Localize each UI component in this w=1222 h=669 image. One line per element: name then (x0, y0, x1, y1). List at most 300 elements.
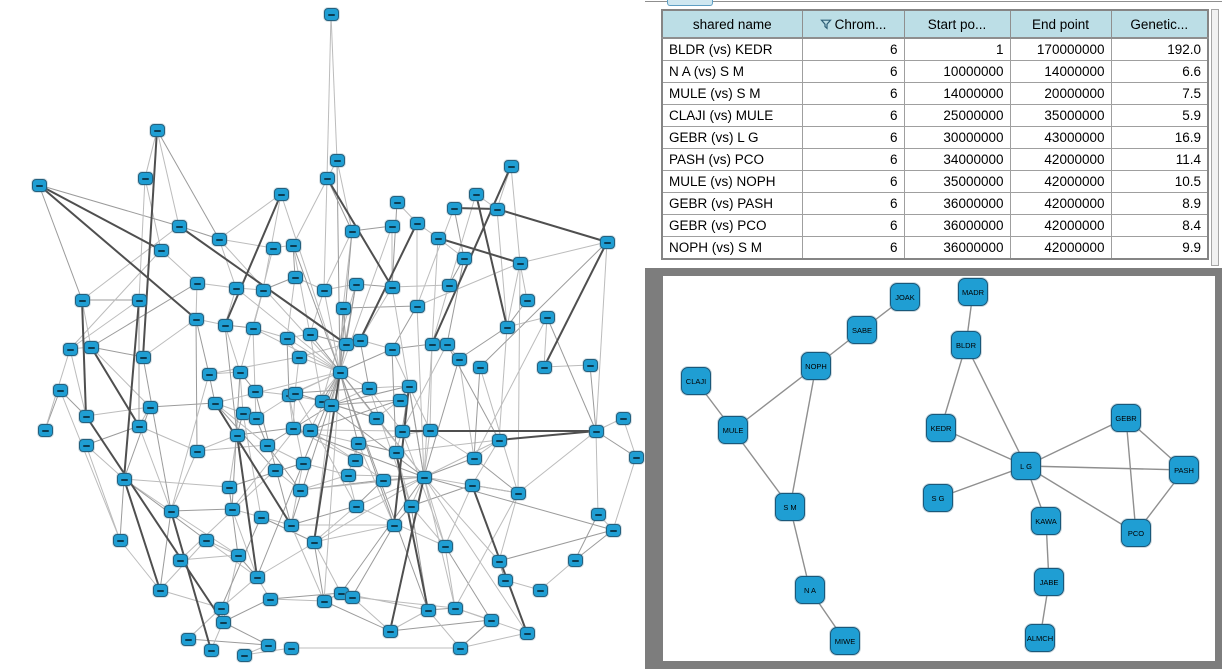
graph-node[interactable] (537, 361, 552, 374)
graph-node[interactable] (453, 642, 468, 655)
table-scrollbar-track[interactable] (1211, 9, 1219, 266)
node-label-smudge (117, 540, 124, 542)
cell-shared-name[interactable]: GEBR (vs) PCO (662, 215, 802, 237)
node-label-smudge (399, 431, 406, 433)
graph-node[interactable] (410, 300, 425, 313)
graph-node[interactable] (303, 328, 318, 341)
graph-node[interactable] (393, 394, 408, 407)
graph-node[interactable] (324, 399, 339, 412)
graph-node[interactable] (246, 322, 261, 335)
graph-node[interactable] (204, 644, 219, 657)
graph-node[interactable] (260, 439, 275, 452)
node-label-smudge (334, 160, 341, 162)
graph-node[interactable] (53, 384, 68, 397)
cell-value[interactable]: 10000000 (904, 61, 1010, 83)
table-row[interactable] (662, 105, 1208, 127)
node-label-smudge (429, 344, 436, 346)
node-label-smudge (496, 440, 503, 442)
graph-node[interactable] (75, 294, 90, 307)
graph-node[interactable] (190, 277, 205, 290)
graph-node-s-g[interactable]: S G (923, 484, 953, 512)
cell-value[interactable]: 42000000 (1010, 193, 1111, 215)
graph-node[interactable] (583, 359, 598, 372)
table-row[interactable] (662, 193, 1208, 215)
graph-node[interactable] (254, 511, 269, 524)
graph-node[interactable] (218, 319, 233, 332)
graph-node[interactable] (492, 555, 507, 568)
graph-node[interactable] (431, 232, 446, 245)
node-label-smudge (79, 300, 86, 302)
node-label-smudge (349, 597, 356, 599)
graph-node[interactable] (229, 282, 244, 295)
node-label-smudge (136, 426, 143, 428)
cell-value[interactable]: 36000000 (904, 215, 1010, 237)
cell-value[interactable]: 36000000 (904, 193, 1010, 215)
graph-node[interactable] (150, 124, 165, 137)
graph-node[interactable] (138, 172, 153, 185)
cell-shared-name[interactable]: GEBR (vs) L G (662, 127, 802, 149)
cell-value[interactable]: 34000000 (904, 149, 1010, 171)
cell-value[interactable]: 170000000 (1010, 38, 1111, 61)
graph-node-gebr[interactable]: GEBR (1111, 404, 1141, 432)
node-label-smudge (270, 248, 277, 250)
graph-node[interactable] (417, 471, 432, 484)
graph-node-s-m[interactable]: S M (775, 493, 805, 521)
cell-value[interactable]: 1 (904, 38, 1010, 61)
graph-node-kedr[interactable]: KEDR (926, 414, 956, 442)
node-label-smudge (537, 590, 544, 592)
graph-node[interactable] (63, 343, 78, 356)
graph-node-pash[interactable]: PASH (1169, 456, 1199, 484)
cell-value[interactable]: 6 (802, 215, 904, 237)
cell-value[interactable]: 36000000 (904, 237, 1010, 260)
node-label-smudge (307, 334, 314, 336)
graph-node[interactable] (500, 321, 515, 334)
graph-node[interactable] (383, 625, 398, 638)
graph-node[interactable] (425, 338, 440, 351)
node-label-smudge (296, 357, 303, 359)
cell-shared-name[interactable]: N A (vs) S M (662, 61, 802, 83)
column-header-shared-name[interactable]: shared name (662, 10, 802, 38)
graph-node[interactable] (440, 338, 455, 351)
graph-node[interactable] (606, 524, 621, 537)
graph-node-joak[interactable]: JOAK (890, 283, 920, 311)
graph-node[interactable] (230, 429, 245, 442)
node-label-smudge (541, 367, 548, 369)
node-label-smudge (345, 475, 352, 477)
graph-node[interactable] (173, 554, 188, 567)
node-label-smudge (394, 202, 401, 204)
graph-node[interactable] (189, 313, 204, 326)
node-label-smudge (353, 284, 360, 286)
graph-node[interactable] (284, 519, 299, 532)
graph-node[interactable] (600, 236, 615, 249)
graph-node[interactable] (465, 479, 480, 492)
column-header-start-point[interactable]: Start po... (904, 10, 1010, 38)
graph-node[interactable] (284, 642, 299, 655)
node-label-smudge (340, 308, 347, 310)
cell-value[interactable]: 6 (802, 171, 904, 193)
cell-shared-name[interactable]: PASH (vs) PCO (662, 149, 802, 171)
node-label-smudge (324, 178, 331, 180)
graph-node[interactable] (296, 457, 311, 470)
graph-node[interactable] (153, 584, 168, 597)
table-row[interactable] (662, 38, 1208, 61)
cell-shared-name[interactable]: CLAJI (vs) MULE (662, 105, 802, 127)
graph-node[interactable] (181, 633, 196, 646)
cell-value[interactable]: 25000000 (904, 105, 1010, 127)
node-label-smudge (234, 435, 241, 437)
cell-value[interactable]: 42000000 (1010, 215, 1111, 237)
graph-node[interactable] (113, 534, 128, 547)
cell-value[interactable]: 43000000 (1010, 127, 1111, 149)
graph-node[interactable] (568, 554, 583, 567)
column-header-genetic[interactable]: Genetic... (1111, 10, 1208, 38)
graph-node[interactable] (348, 454, 363, 467)
graph-node[interactable] (385, 220, 400, 233)
cell-value[interactable]: 6 (802, 38, 904, 61)
node-label-smudge (272, 470, 279, 472)
graph-node[interactable] (616, 412, 631, 425)
graph-node[interactable] (402, 380, 417, 393)
panel-top-rule (645, 1, 1222, 2)
node-label-smudge (389, 287, 396, 289)
node-label-smudge (307, 430, 314, 432)
graph-node[interactable] (261, 639, 276, 652)
cell-value[interactable]: 6.6 (1111, 61, 1208, 83)
cell-shared-name[interactable]: MULE (vs) S M (662, 83, 802, 105)
graph-node[interactable] (513, 257, 528, 270)
node-label-smudge (36, 185, 43, 187)
graph-node[interactable] (390, 196, 405, 209)
graph-node-sabe[interactable]: SABE (847, 316, 877, 344)
node-label-smudge (158, 250, 165, 252)
node-label-smudge (229, 509, 236, 511)
graph-node[interactable] (225, 503, 240, 516)
node-label-smudge (587, 365, 594, 367)
table-tab-fragment[interactable] (667, 0, 713, 6)
graph-node[interactable] (38, 424, 53, 437)
cell-value[interactable]: 42000000 (1010, 149, 1111, 171)
cell-value[interactable]: 42000000 (1010, 237, 1111, 260)
graph-node[interactable] (249, 412, 264, 425)
graph-node[interactable] (286, 422, 301, 435)
cell-value[interactable]: 6 (802, 83, 904, 105)
graph-node[interactable] (349, 500, 364, 513)
node-label-smudge (203, 540, 210, 542)
node-label-smudge (57, 390, 64, 392)
cell-value[interactable]: 42000000 (1010, 171, 1111, 193)
graph-node-miwe[interactable]: MIWE (830, 627, 860, 655)
node-label-smudge (391, 525, 398, 527)
graph-node[interactable] (351, 437, 366, 450)
node-label-smudge (328, 14, 335, 16)
graph-node[interactable] (274, 188, 289, 201)
graph-node[interactable] (511, 487, 526, 500)
node-label-smudge (349, 231, 356, 233)
graph-node[interactable] (490, 203, 505, 216)
graph-node-bldr[interactable]: BLDR (951, 331, 981, 359)
graph-node[interactable] (237, 649, 252, 662)
node-label-smudge (264, 445, 271, 447)
graph-node[interactable] (293, 484, 308, 497)
cell-value[interactable]: 20000000 (1010, 83, 1111, 105)
graph-node[interactable] (385, 343, 400, 356)
cell-value[interactable]: 6 (802, 149, 904, 171)
node-label-smudge (593, 431, 600, 433)
graph-node[interactable] (410, 217, 425, 230)
node-label-smudge (140, 357, 147, 359)
node-label-smudge (83, 416, 90, 418)
graph-node[interactable] (452, 353, 467, 366)
cell-value[interactable]: 11.4 (1111, 149, 1208, 171)
node-label-smudge (451, 208, 458, 210)
graph-node-pco[interactable]: PCO (1121, 519, 1151, 547)
graph-node-l-g[interactable]: L G (1011, 452, 1041, 480)
graph-node-madr[interactable]: MADR (958, 278, 988, 306)
node-label-smudge (216, 239, 223, 241)
node-label-smudge (300, 463, 307, 465)
graph-node[interactable] (250, 571, 265, 584)
cell-value[interactable]: 6 (802, 237, 904, 260)
node-label-smudge (508, 166, 515, 168)
column-header-chromosome[interactable]: Chrom... (802, 10, 904, 38)
node-label-smudge (393, 452, 400, 454)
graph-node[interactable] (208, 397, 223, 410)
node-label-smudge (387, 631, 394, 633)
table-row[interactable] (662, 237, 1208, 260)
graph-node[interactable] (438, 540, 453, 553)
graph-node-claji[interactable]: CLAJI (681, 367, 711, 395)
graph-node[interactable] (202, 368, 217, 381)
graph-node[interactable] (280, 332, 295, 345)
node-label-smudge (494, 209, 501, 211)
cell-value[interactable]: 7.5 (1111, 83, 1208, 105)
graph-node[interactable] (447, 202, 462, 215)
graph-node[interactable] (520, 627, 535, 640)
graph-node[interactable] (473, 361, 488, 374)
node-label-smudge (421, 477, 428, 479)
cell-shared-name[interactable]: GEBR (vs) PASH (662, 193, 802, 215)
node-label-smudge (157, 590, 164, 592)
node-label-smudge (220, 622, 227, 624)
cell-value[interactable]: 8.4 (1111, 215, 1208, 237)
node-label-smudge (352, 460, 359, 462)
cell-value[interactable]: 14000000 (904, 83, 1010, 105)
graph-node[interactable] (442, 279, 457, 292)
graph-node[interactable] (353, 334, 368, 347)
graph-node[interactable] (339, 338, 354, 351)
node-label-smudge (397, 400, 404, 402)
node-label-smudge (496, 561, 503, 563)
graph-node[interactable] (498, 574, 513, 587)
graph-node[interactable] (132, 420, 147, 433)
graph-node[interactable] (484, 614, 499, 627)
node-label-smudge (406, 386, 413, 388)
graph-node[interactable] (263, 593, 278, 606)
graph-node[interactable] (333, 366, 348, 379)
cell-value[interactable]: 192.0 (1111, 38, 1208, 61)
graph-node[interactable] (540, 311, 555, 324)
node-label-smudge (427, 430, 434, 432)
node-label-smudge (288, 648, 295, 650)
graph-node[interactable] (317, 595, 332, 608)
graph-node[interactable] (256, 284, 271, 297)
graph-node[interactable] (404, 500, 419, 513)
cell-value[interactable]: 35000000 (1010, 105, 1111, 127)
cell-shared-name[interactable]: MULE (vs) NOPH (662, 171, 802, 193)
cell-value[interactable]: 5.9 (1111, 105, 1208, 127)
graph-node[interactable] (457, 252, 472, 265)
cell-value[interactable]: 8.9 (1111, 193, 1208, 215)
graph-node-almch[interactable]: ALMCH (1025, 624, 1055, 652)
cell-value[interactable]: 6 (802, 127, 904, 149)
table-row[interactable] (662, 61, 1208, 83)
graph-node[interactable] (292, 351, 307, 364)
node-label-smudge (321, 290, 328, 292)
graph-node[interactable] (345, 591, 360, 604)
graph-node[interactable] (233, 366, 248, 379)
graph-node[interactable] (214, 602, 229, 615)
graph-node[interactable] (268, 464, 283, 477)
graph-node[interactable] (385, 281, 400, 294)
graph-node[interactable] (172, 220, 187, 233)
cell-value[interactable]: 9.9 (1111, 237, 1208, 260)
graph-node-noph[interactable]: NOPH (801, 352, 831, 380)
cell-shared-name[interactable]: BLDR (vs) KEDR (662, 38, 802, 61)
graph-node[interactable] (212, 233, 227, 246)
cell-value[interactable]: 6 (802, 193, 904, 215)
cell-value[interactable]: 35000000 (904, 171, 1010, 193)
graph-node[interactable] (317, 284, 332, 297)
cell-value[interactable]: 14000000 (1010, 61, 1111, 83)
graph-node[interactable] (154, 244, 169, 257)
node-label-smudge (42, 430, 49, 432)
graph-node[interactable] (222, 481, 237, 494)
graph-node[interactable] (286, 239, 301, 252)
graph-node[interactable] (492, 434, 507, 447)
graph-node[interactable] (369, 412, 384, 425)
cell-value[interactable]: 6 (802, 105, 904, 127)
graph-node-n-a[interactable]: N A (795, 576, 825, 604)
node-label-smudge (121, 479, 128, 481)
graph-node[interactable] (288, 271, 303, 284)
cell-value[interactable]: 16.9 (1111, 127, 1208, 149)
cell-shared-name[interactable]: NOPH (vs) S M (662, 237, 802, 260)
graph-node[interactable] (216, 616, 231, 629)
graph-node[interactable] (132, 294, 147, 307)
table-row[interactable] (662, 149, 1208, 171)
graph-node[interactable] (349, 278, 364, 291)
graph-node[interactable] (266, 242, 281, 255)
graph-node[interactable] (231, 549, 246, 562)
table-row[interactable] (662, 127, 1208, 149)
node-label-smudge (435, 238, 442, 240)
graph-node[interactable] (421, 604, 436, 617)
graph-node[interactable] (79, 410, 94, 423)
node-label-smudge (292, 277, 299, 279)
node-label-smudge (604, 242, 611, 244)
graph-node[interactable] (467, 452, 482, 465)
graph-node[interactable] (589, 425, 604, 438)
graph-node[interactable] (504, 160, 519, 173)
node-label-smudge (414, 223, 421, 225)
node-label-smudge (254, 577, 261, 579)
graph-node-jabe[interactable]: JABE (1034, 568, 1064, 596)
graph-node[interactable] (341, 469, 356, 482)
node-label-smudge (461, 258, 468, 260)
node-label-smudge (444, 344, 451, 346)
graph-node[interactable] (629, 451, 644, 464)
graph-node[interactable] (143, 401, 158, 414)
graph-node[interactable] (84, 341, 99, 354)
graph-node[interactable] (320, 172, 335, 185)
cell-value[interactable]: 30000000 (904, 127, 1010, 149)
table-body (662, 38, 1208, 259)
graph-node[interactable] (336, 302, 351, 315)
graph-node[interactable] (136, 351, 151, 364)
table-row[interactable] (662, 215, 1208, 237)
graph-node[interactable] (303, 424, 318, 437)
graph-node-kawa[interactable]: KAWA (1031, 507, 1061, 535)
graph-node[interactable] (324, 8, 339, 21)
graph-node[interactable] (32, 179, 47, 192)
node-label-smudge (355, 443, 362, 445)
graph-node[interactable] (448, 602, 463, 615)
node-label-smudge (357, 340, 364, 342)
graph-node[interactable] (395, 425, 410, 438)
graph-node[interactable] (288, 387, 303, 400)
node-label-smudge (240, 413, 247, 415)
graph-node[interactable] (376, 474, 391, 487)
graph-node[interactable] (520, 294, 535, 307)
graph-node[interactable] (164, 505, 179, 518)
graph-node[interactable] (248, 385, 263, 398)
graph-node[interactable] (423, 424, 438, 437)
node-label-smudge (185, 639, 192, 641)
graph-node[interactable] (533, 584, 548, 597)
graph-node[interactable] (591, 508, 606, 521)
graph-node[interactable] (79, 439, 94, 452)
graph-node[interactable] (387, 519, 402, 532)
node-label-smudge (471, 458, 478, 460)
graph-node[interactable] (469, 188, 484, 201)
node-label-smudge (337, 372, 344, 374)
graph-node[interactable] (190, 445, 205, 458)
cell-value[interactable]: 10.5 (1111, 171, 1208, 193)
node-label-smudge (168, 511, 175, 513)
graph-node[interactable] (389, 446, 404, 459)
graph-node[interactable] (330, 154, 345, 167)
table-row[interactable] (662, 83, 1208, 105)
table-header-row (662, 10, 1208, 38)
node-label-smudge (338, 593, 345, 595)
node-label-smudge (343, 344, 350, 346)
graph-node[interactable] (307, 536, 322, 549)
node-label-smudge (237, 372, 244, 374)
column-header-end-point[interactable]: End point (1010, 10, 1111, 38)
graph-node[interactable] (199, 534, 214, 547)
node-label-smudge (389, 226, 396, 228)
graph-node[interactable] (117, 473, 132, 486)
table-row[interactable] (662, 171, 1208, 193)
graph-node[interactable] (362, 382, 377, 395)
graph-node-mule[interactable]: MULE (718, 416, 748, 444)
node-label-smudge (414, 306, 421, 308)
cell-value[interactable]: 6 (802, 61, 904, 83)
graph-node[interactable] (345, 225, 360, 238)
detail-network-canvas[interactable] (663, 276, 1215, 661)
